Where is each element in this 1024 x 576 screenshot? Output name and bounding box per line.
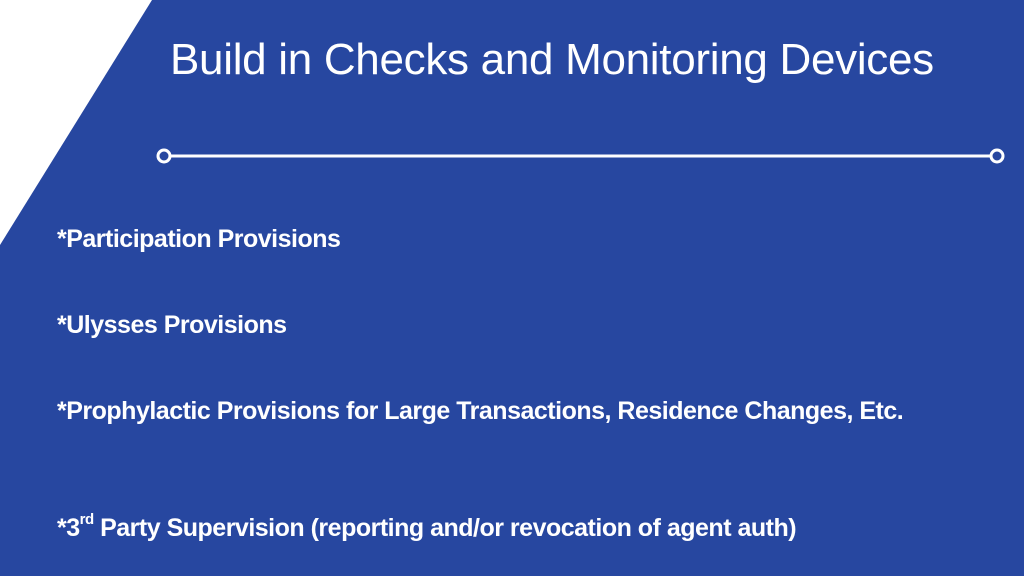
bullet-prophylactic-provisions: *Prophylactic Provisions for Large Transactions, Residence Changes, Etc. [57, 397, 904, 425]
bullet-ulysses-provisions: *Ulysses Provisions [57, 311, 287, 339]
ordinal-superscript: rd [79, 510, 94, 528]
bullet-suffix: Party Supervision (reporting and/or revocation of agent auth) [93, 514, 797, 542]
slide-title: Build in Checks and Monitoring Devices [170, 35, 934, 84]
bullet-participation-provisions: *Participation Provisions [57, 225, 341, 253]
title-divider-line [156, 147, 1006, 165]
white-corner-shape [0, 0, 160, 245]
bullet-third-party-supervision [57, 512, 987, 545]
bullet-prefix: *3 [57, 514, 80, 542]
